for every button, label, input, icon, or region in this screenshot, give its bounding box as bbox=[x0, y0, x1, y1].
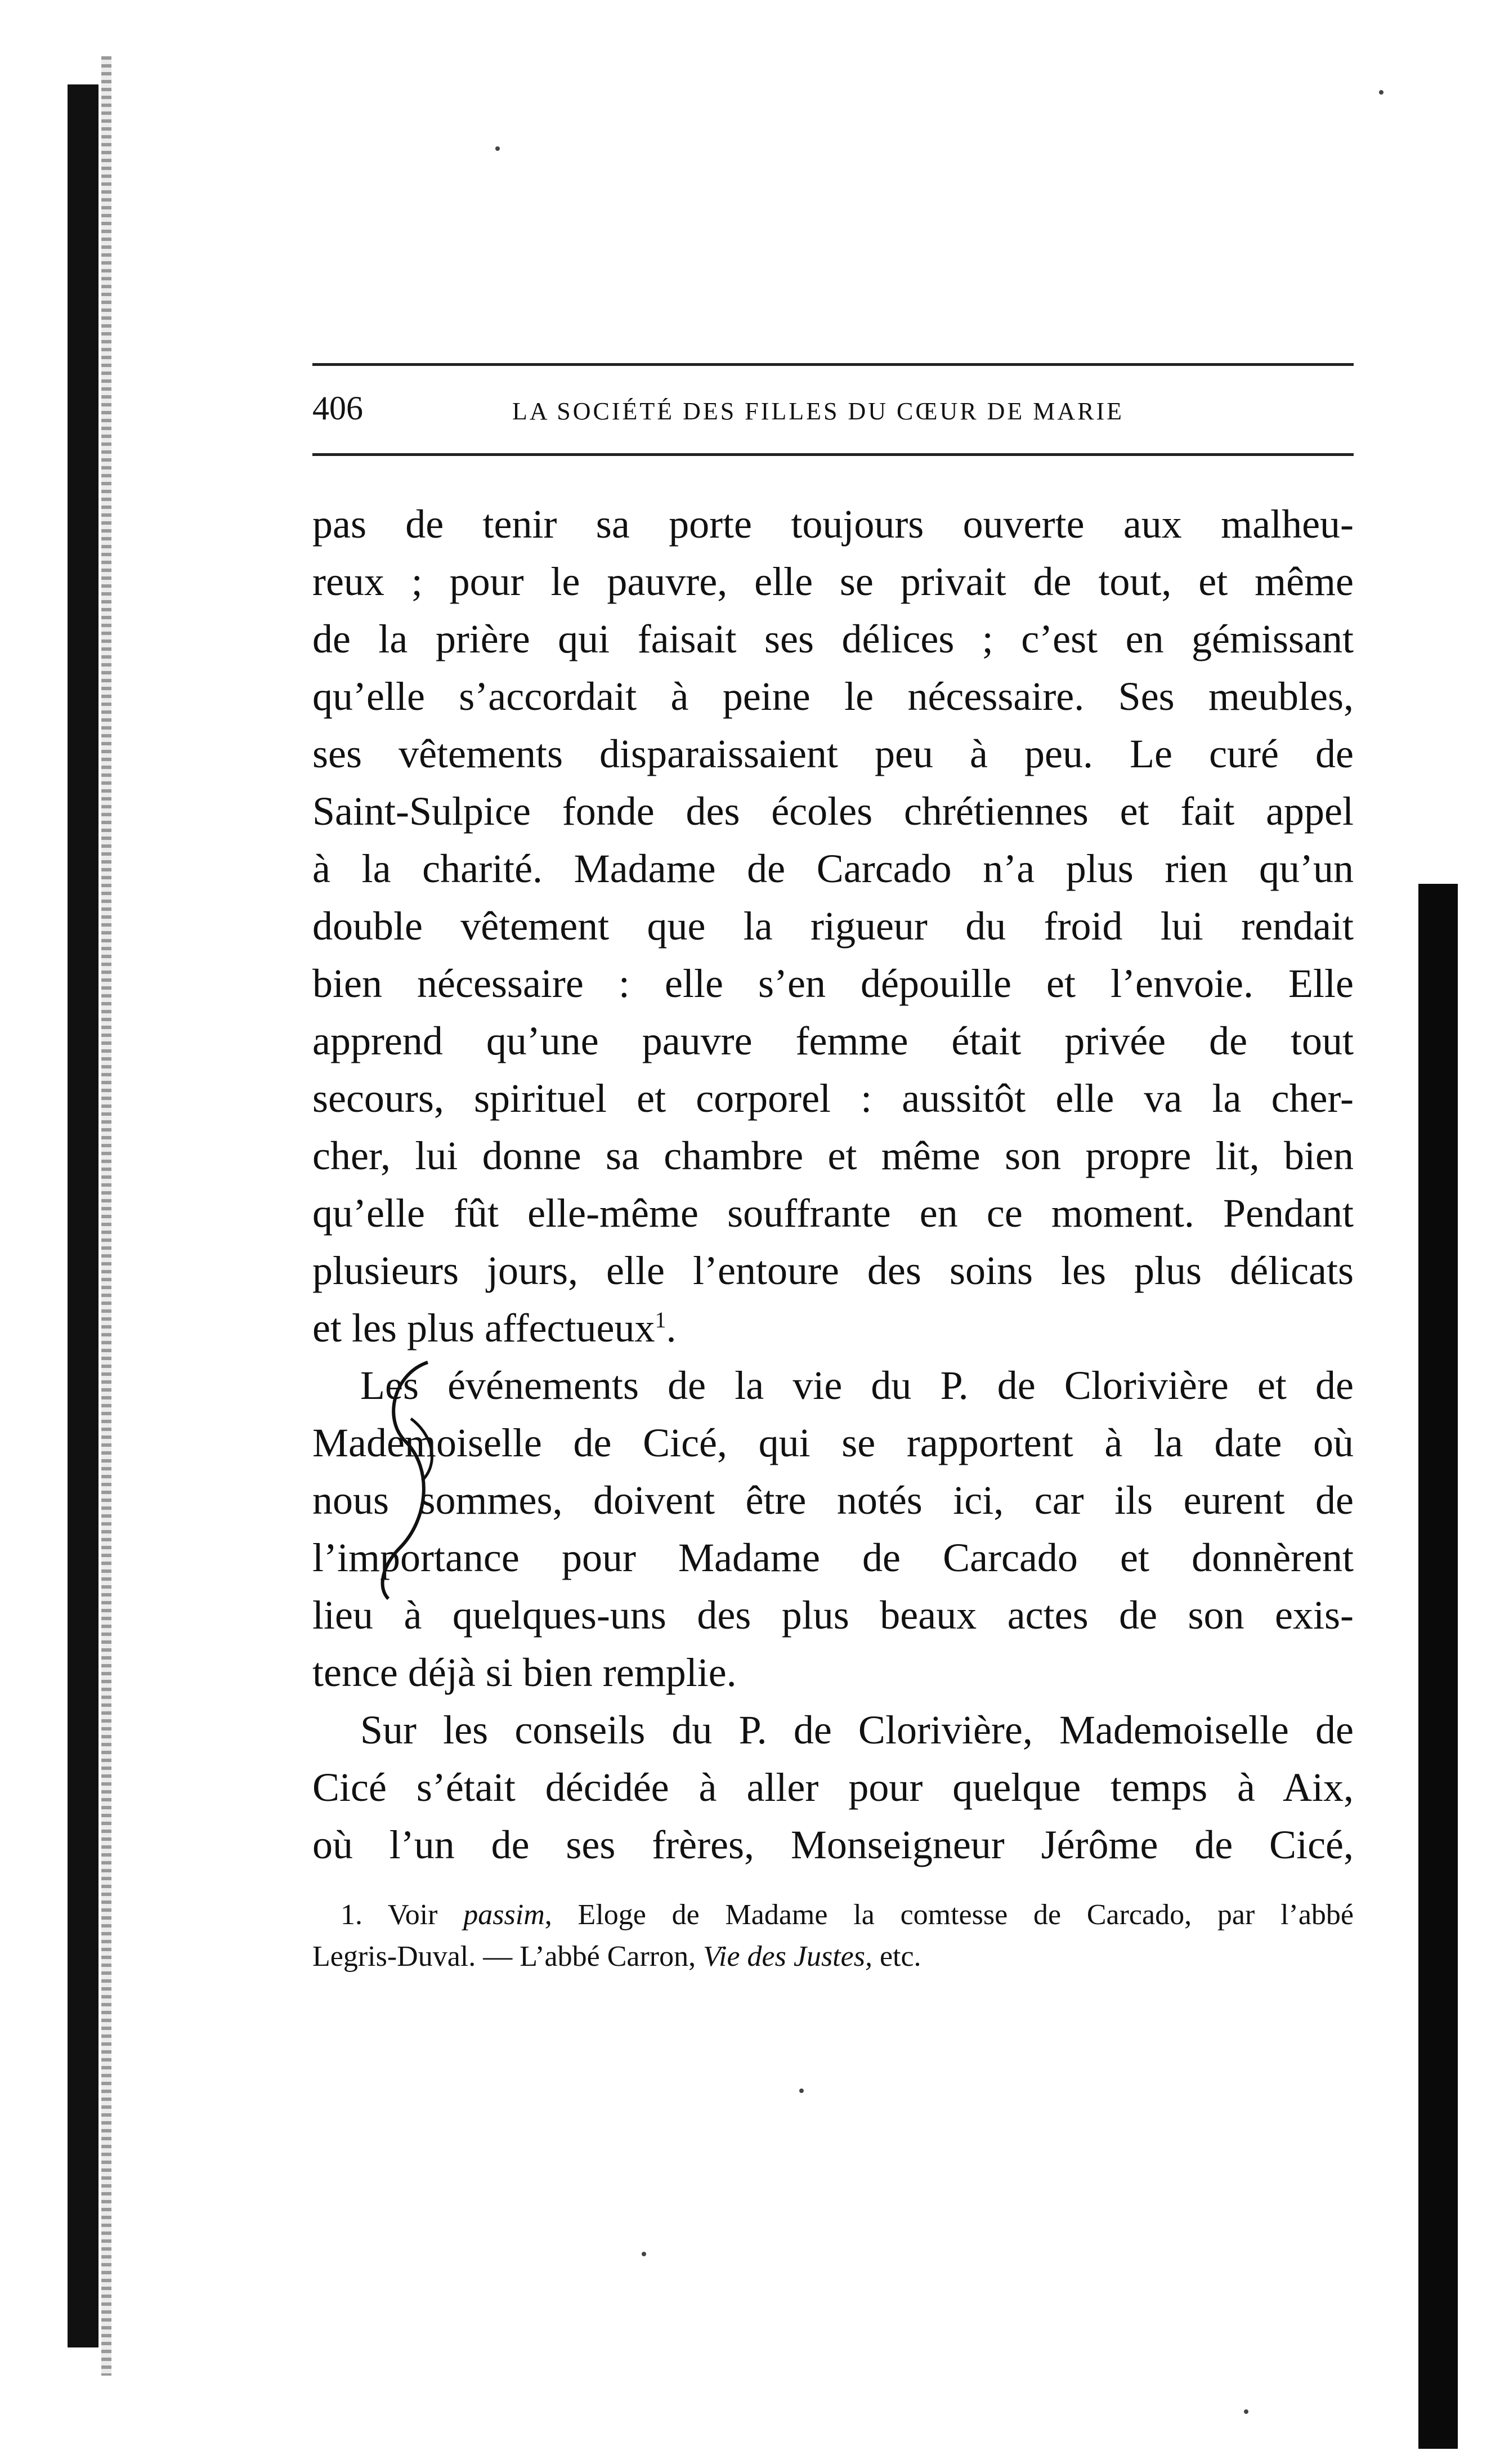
footnote-number: 1. bbox=[341, 1899, 362, 1931]
text-line: plusieurs jours, elle l’entoure des soins les plus délicats bbox=[312, 1248, 1354, 1293]
paragraph-start-line: Les événements de la vie du P. de Clorivière et de bbox=[360, 1363, 1354, 1408]
page-number: 406 bbox=[312, 390, 363, 427]
binding-stitching bbox=[101, 56, 111, 2376]
text-line: apprend qu’une pauvre femme était privée de tout bbox=[312, 1018, 1354, 1063]
binding-shadow bbox=[68, 84, 98, 2347]
footnote-text: Legris-Duval. — L’abbé Carron, bbox=[312, 1940, 696, 1973]
text-line: Cicé s’était décidée à aller pour quelque temps à Aix, bbox=[312, 1765, 1354, 1810]
footnote-voir: Voir bbox=[387, 1899, 438, 1931]
text-line: cher, lui donne sa chambre et même son propre lit, bien bbox=[312, 1133, 1354, 1178]
footnote-passim: passim bbox=[463, 1899, 545, 1931]
paper-speck bbox=[642, 2252, 646, 2256]
text-line: où l’un de ses frères, Monseigneur Jérôme de Cicé, bbox=[312, 1822, 1354, 1867]
footnote-text: etc. bbox=[879, 1940, 921, 1973]
footnote-line bbox=[312, 1936, 1354, 1978]
paper-speck bbox=[1379, 90, 1383, 95]
text-line: ses vêtements disparaissaient peu à peu. Le curé de bbox=[312, 731, 1354, 776]
text-line: à la charité. Madame de Carcado n’a plus rien qu’un bbox=[312, 846, 1354, 891]
text-line: l’importance pour Madame de Carcado et donnèrent bbox=[312, 1535, 1354, 1580]
running-head bbox=[312, 388, 1354, 428]
header-rule-top bbox=[312, 363, 1354, 366]
sentence-period: . bbox=[666, 1305, 677, 1350]
paper-speck bbox=[1244, 2409, 1248, 2414]
text-line: tence déjà si bien remplie. bbox=[312, 1650, 737, 1695]
footnote-text: , Eloge de Madame la comtesse de Carcado, par l’abbé bbox=[544, 1899, 1354, 1931]
fore-edge-shadow bbox=[1418, 884, 1458, 2449]
text-line: Mademoiselle de Cicé, qui se rapportent à la date où bbox=[312, 1420, 1354, 1465]
main-text bbox=[312, 495, 1354, 1873]
text-line: qu’elle s’accordait à peine le nécessaire. Ses meubles, bbox=[312, 674, 1354, 719]
text-line: Saint-Sulpice fonde des écoles chrétiennes et fait appel bbox=[312, 789, 1354, 834]
text-line-content: et les plus affectueux bbox=[312, 1305, 655, 1350]
text-line: de la prière qui faisait ses délices ; c’est en gémissant bbox=[312, 616, 1354, 661]
text-line: secours, spirituel et corporel : aussitôt elle va la cher- bbox=[312, 1076, 1354, 1121]
text-line: nous sommes, doivent être notés ici, car ils eurent de bbox=[312, 1478, 1354, 1523]
text-line: qu’elle fût elle-même souffrante en ce moment. Pendant bbox=[312, 1191, 1354, 1236]
footnote-book-title: Vie des Justes, bbox=[703, 1940, 872, 1973]
paragraph-start-line: Sur les conseils du P. de Clorivière, Mademoiselle de bbox=[360, 1707, 1354, 1752]
text-line-with-footnote bbox=[312, 1299, 1354, 1357]
text-line: double vêtement que la rigueur du froid lui rendait bbox=[312, 904, 1354, 949]
running-title: LA SOCIÉTÉ DES FILLES DU CŒUR DE MARIE bbox=[512, 397, 1125, 425]
text-line: bien nécessaire : elle s’en dépouille et l’envoie. Elle bbox=[312, 961, 1354, 1006]
footnote-reference: 1 bbox=[655, 1307, 666, 1332]
text-line: reux ; pour le pauvre, elle se privait de tout, et même bbox=[312, 559, 1354, 604]
header-rule-bottom bbox=[312, 453, 1354, 456]
footnote-line bbox=[312, 1894, 1354, 1936]
pen-stroke-mark bbox=[343, 1351, 456, 1604]
text-line: lieu à quelques-uns des plus beaux actes de son exis- bbox=[312, 1593, 1354, 1638]
footnote bbox=[312, 1894, 1354, 1978]
paper-speck bbox=[495, 146, 500, 151]
paper-speck bbox=[799, 2089, 804, 2093]
text-line: pas de tenir sa porte toujours ouverte aux malheu- bbox=[312, 502, 1354, 547]
